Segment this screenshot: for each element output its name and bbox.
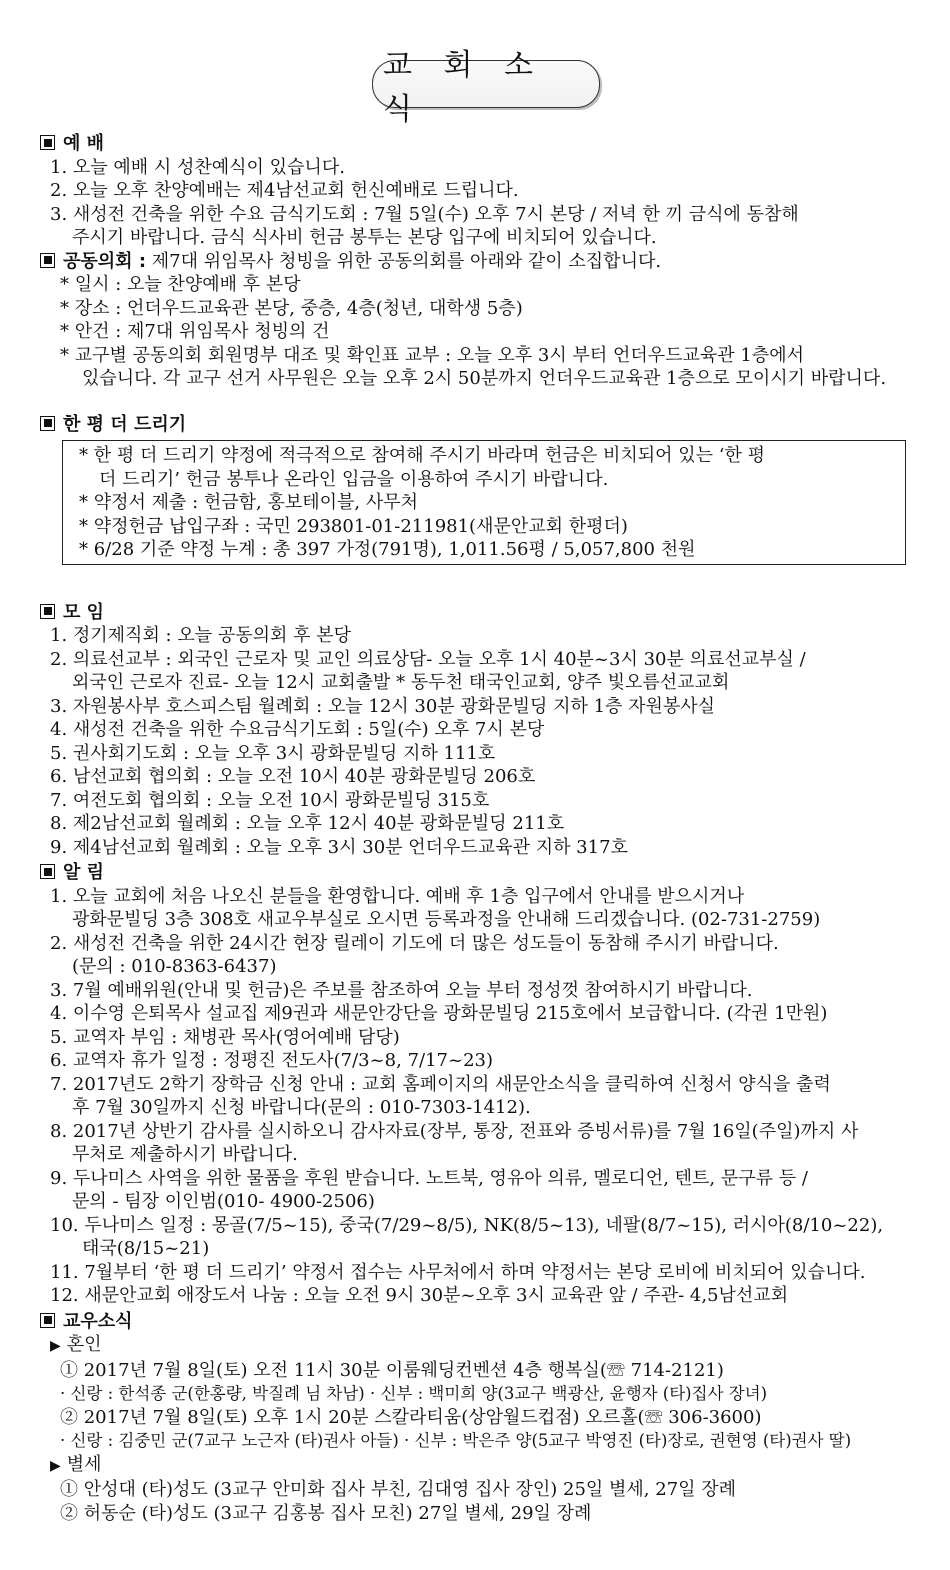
triangle-right-icon: ▶ <box>50 1457 61 1474</box>
notice-item: 12. 새문안교회 애장도서 나눔 : 오늘 오전 9시 30분~오후 3시 교육관 앞 / 주관- 4,5남선교회 <box>50 1285 789 1306</box>
notices-heading: 알 림 <box>63 862 105 883</box>
pledge-heading: 한 평 더 드리기 <box>63 413 187 435</box>
worship-item: 1. 오늘 예배 시 성찬예식이 있습니다. <box>50 156 345 178</box>
notice-item: 6. 교역자 휴가 일정 : 정평진 전도사(7/3~8, 7/17~23) <box>50 1050 494 1071</box>
meeting-item: 8. 제2남선교회 월례회 : 오늘 오후 12시 40분 광화문빌딩 211호 <box>50 813 565 834</box>
council-item: * 일시 : 오늘 찬양예배 후 본당 <box>60 274 301 295</box>
meeting-item: 4. 새성전 건축을 위한 수요금식기도회 : 5일(수) 오후 7시 본당 <box>50 719 545 740</box>
notice-item: 9. 두나미스 사역을 위한 물품을 후원 받습니다. 노트북, 영유아 의류, 멜로디언, 텐트, 문구류 등 / <box>50 1167 808 1189</box>
death-subheading <box>40 1453 930 1479</box>
square-bullet-icon <box>40 604 55 619</box>
meeting-item: 2. 의료선교부 : 외국인 근로자 및 교인 의료상담- 오늘 오후 1시 40분~3시 30분 의료선교부실 / <box>50 648 806 670</box>
council-item: * 교구별 공동의회 회원명부 대조 및 확인표 교부 : 오늘 오후 3시 부터 언더우드교육관 1층에서 <box>60 344 805 366</box>
meeting-item: 1. 정기제직회 : 오늘 공동의회 후 본당 <box>50 625 351 646</box>
council-heading-text: 제7대 위임목사 청빙을 위한 공동의회를 아래와 같이 소집합니다. <box>146 250 662 272</box>
pledge-item: * 약정서 제출 : 헌금함, 홍보테이블, 사무처 <box>79 492 419 513</box>
members-heading: 교우소식 <box>63 1310 133 1332</box>
notice-item-continuation: 광화문빌딩 3층 308호 새교우부실로 오시면 등록과정을 안내해 드리겠습니다. (02-731-2759) <box>72 909 821 930</box>
meeting-item: 5. 권사회기도회 : 오늘 오후 3시 광화문빌딩 지하 111호 <box>50 742 496 764</box>
section-heading-council <box>40 250 930 274</box>
worship-item-continuation: 주시기 바랍니다. 금식 식사비 헌금 봉투는 본당 입구에 비치되어 있습니다. <box>72 227 657 248</box>
meeting-item: 7. 여전도회 협의회 : 오늘 오전 10시 광화문빌딩 315호 <box>50 789 490 811</box>
death-label: 별세 <box>66 1453 102 1475</box>
section-heading-members <box>40 1310 930 1334</box>
wedding-detail: · 신랑 : 김중민 군(7교구 노근자 (타)권사 아들) · 신부 : 박은주 양(5교구 박영진 (타)장로, 권현영 (타)권사 딸) <box>60 1431 852 1450</box>
notice-item: 3. 7월 예배위원(안내 및 헌금)은 주보를 참조하여 오늘 부터 정성껏 참여하시기 바랍니다. <box>50 979 753 1001</box>
council-item: * 장소 : 언더우드교육관 본당, 중층, 4층(청년, 대학생 5층) <box>60 297 523 319</box>
bulletin-content <box>40 130 930 1525</box>
notice-item: 8. 2017년 상반기 감사를 실시하오니 감사자료(장부, 통장, 전표와 증빙서류)를 7월 16일(주일)까지 사 <box>50 1120 859 1142</box>
section-heading-meetings <box>40 601 930 625</box>
pledge-box <box>62 440 906 565</box>
death-item: ② 허동순 (타)성도 (3교구 김홍봉 집사 모친) 27일 별세, 29일 장례 <box>60 1502 592 1524</box>
square-bullet-icon <box>40 864 55 879</box>
notice-item: 11. 7월부터 ‘한 평 더 드리기’ 약정서 접수는 사무처에서 하며 약정서는 본당 로비에 비치되어 있습니다. <box>50 1261 866 1283</box>
wedding-label: 혼인 <box>66 1334 102 1355</box>
wedding-item: ① 2017년 7월 8일(토) 오전 11시 30분 이룸웨딩컨벤션 4층 행복실(☏ 714-2121) <box>60 1359 724 1381</box>
council-item: * 안건 : 제7대 위임목사 청빙의 건 <box>60 321 330 342</box>
notice-item-continuation: 태국(8/15~21) <box>82 1238 210 1259</box>
meeting-item-continuation: 외국인 근로자 진료- 오늘 12시 교회출발 * 동두천 태국인교회, 양주 빛오름선교교회 <box>72 672 730 693</box>
death-item: ① 안성대 (타)성도 (3교구 안미화 집사 부친, 김대영 집사 장인) 25일 별세, 27일 장례 <box>60 1479 737 1500</box>
square-bullet-icon <box>40 253 55 268</box>
meetings-heading: 모 임 <box>63 601 105 623</box>
pledge-item: * 한 평 더 드리기 약정에 적극적으로 참여해 주시기 바라며 헌금은 비치되어 있는 ‘한 평 <box>79 445 766 466</box>
council-item-continuation: 있습니다. 각 교구 선거 사무원은 오늘 오후 2시 50분까지 언더우드교육관 1층으로 모이시기 바랍니다. <box>82 368 887 389</box>
notice-item-continuation: 문의 - 팀장 이인범(010- 4900-2506) <box>72 1191 375 1212</box>
notice-item-continuation: 무처로 제출하시기 바랍니다. <box>72 1144 298 1165</box>
notice-item: 10. 두나미스 일정 : 몽골(7/5~15), 중국(7/29~8/5), NK(8/5~13), 네팔(8/7~15), 러시아(8/10~22), <box>50 1214 884 1236</box>
worship-heading: 예 배 <box>63 133 105 154</box>
page-title: 교 회 소 식 <box>383 48 545 127</box>
notice-item: 7. 2017년도 2학기 장학금 신청 안내 : 교회 홈페이지의 새문안소식을 클릭하여 신청서 양식을 출력 <box>50 1073 831 1095</box>
council-heading: 공동의회 : <box>63 250 147 272</box>
wedding-detail: · 신랑 : 한석종 군(한홍량, 박질례 님 차남) · 신부 : 백미희 양(3교구 백광산, 윤행자 (타)집사 장녀) <box>60 1384 768 1403</box>
worship-item: 2. 오늘 오후 찬양예배는 제4남선교회 헌신예배로 드립니다. <box>50 180 519 201</box>
notice-item-continuation: (문의 : 010-8363-6437) <box>72 956 277 977</box>
notice-item: 1. 오늘 교회에 처음 나오신 분들을 환영합니다. 예배 후 1층 입구에서 안내를 받으시거나 <box>50 885 745 907</box>
notice-item: 2. 새성전 건축을 위한 24시간 현장 릴레이 기도에 더 많은 성도들이 동참해 주시기 바랍니다. <box>50 932 779 954</box>
meeting-item: 3. 자원봉사부 호스피스팀 월례회 : 오늘 12시 30분 광화문빌딩 지하 1층 자원봉사실 <box>50 695 716 717</box>
meeting-item: 9. 제4남선교회 월례회 : 오늘 오후 3시 30분 언더우드교육관 지하 317호 <box>50 836 628 858</box>
pledge-item: * 6/28 기준 약정 누계 : 총 397 가정(791명), 1,011.56평 / 5,057,800 천원 <box>79 539 696 560</box>
notice-item: 5. 교역자 부임 : 채병관 목사(영어예배 담당) <box>50 1026 400 1048</box>
square-bullet-icon <box>40 1313 55 1328</box>
notice-item: 4. 이수영 은퇴목사 설교집 제9권과 새문안강단을 광화문빌딩 215호에서 보급합니다. (각권 1만원) <box>50 1003 828 1024</box>
wedding-item: ② 2017년 7월 8일(토) 오후 1시 20분 스칼라티움(상암월드컵점) 오르홀(☏ 306-3600) <box>60 1406 762 1428</box>
wedding-subheading <box>40 1333 930 1359</box>
worship-item: 3. 새성전 건축을 위한 수요 금식기도회 : 7월 5일(수) 오후 7시 본당 / 저녁 한 끼 금식에 동참해 <box>50 203 799 225</box>
pledge-item: * 약정헌금 납입구좌 : 국민 293801-01-211981(새문안교회 한평더) <box>79 515 628 537</box>
section-heading-worship <box>40 132 930 156</box>
section-heading-notices <box>40 861 930 885</box>
section-heading-pledge <box>40 413 930 437</box>
notice-item-continuation: 후 7월 30일까지 신청 바랍니다(문의 : 010-7303-1412). <box>72 1097 531 1118</box>
square-bullet-icon <box>40 135 55 150</box>
meeting-item: 6. 남선교회 협의회 : 오늘 오전 10시 40분 광화문빌딩 206호 <box>50 766 536 787</box>
triangle-right-icon: ▶ <box>50 1338 61 1354</box>
title-banner <box>372 48 600 127</box>
square-bullet-icon <box>40 416 55 431</box>
pledge-item-continuation: 더 드리기’ 헌금 봉투나 온라인 입금을 이용하여 주시기 바랍니다. <box>99 468 609 490</box>
